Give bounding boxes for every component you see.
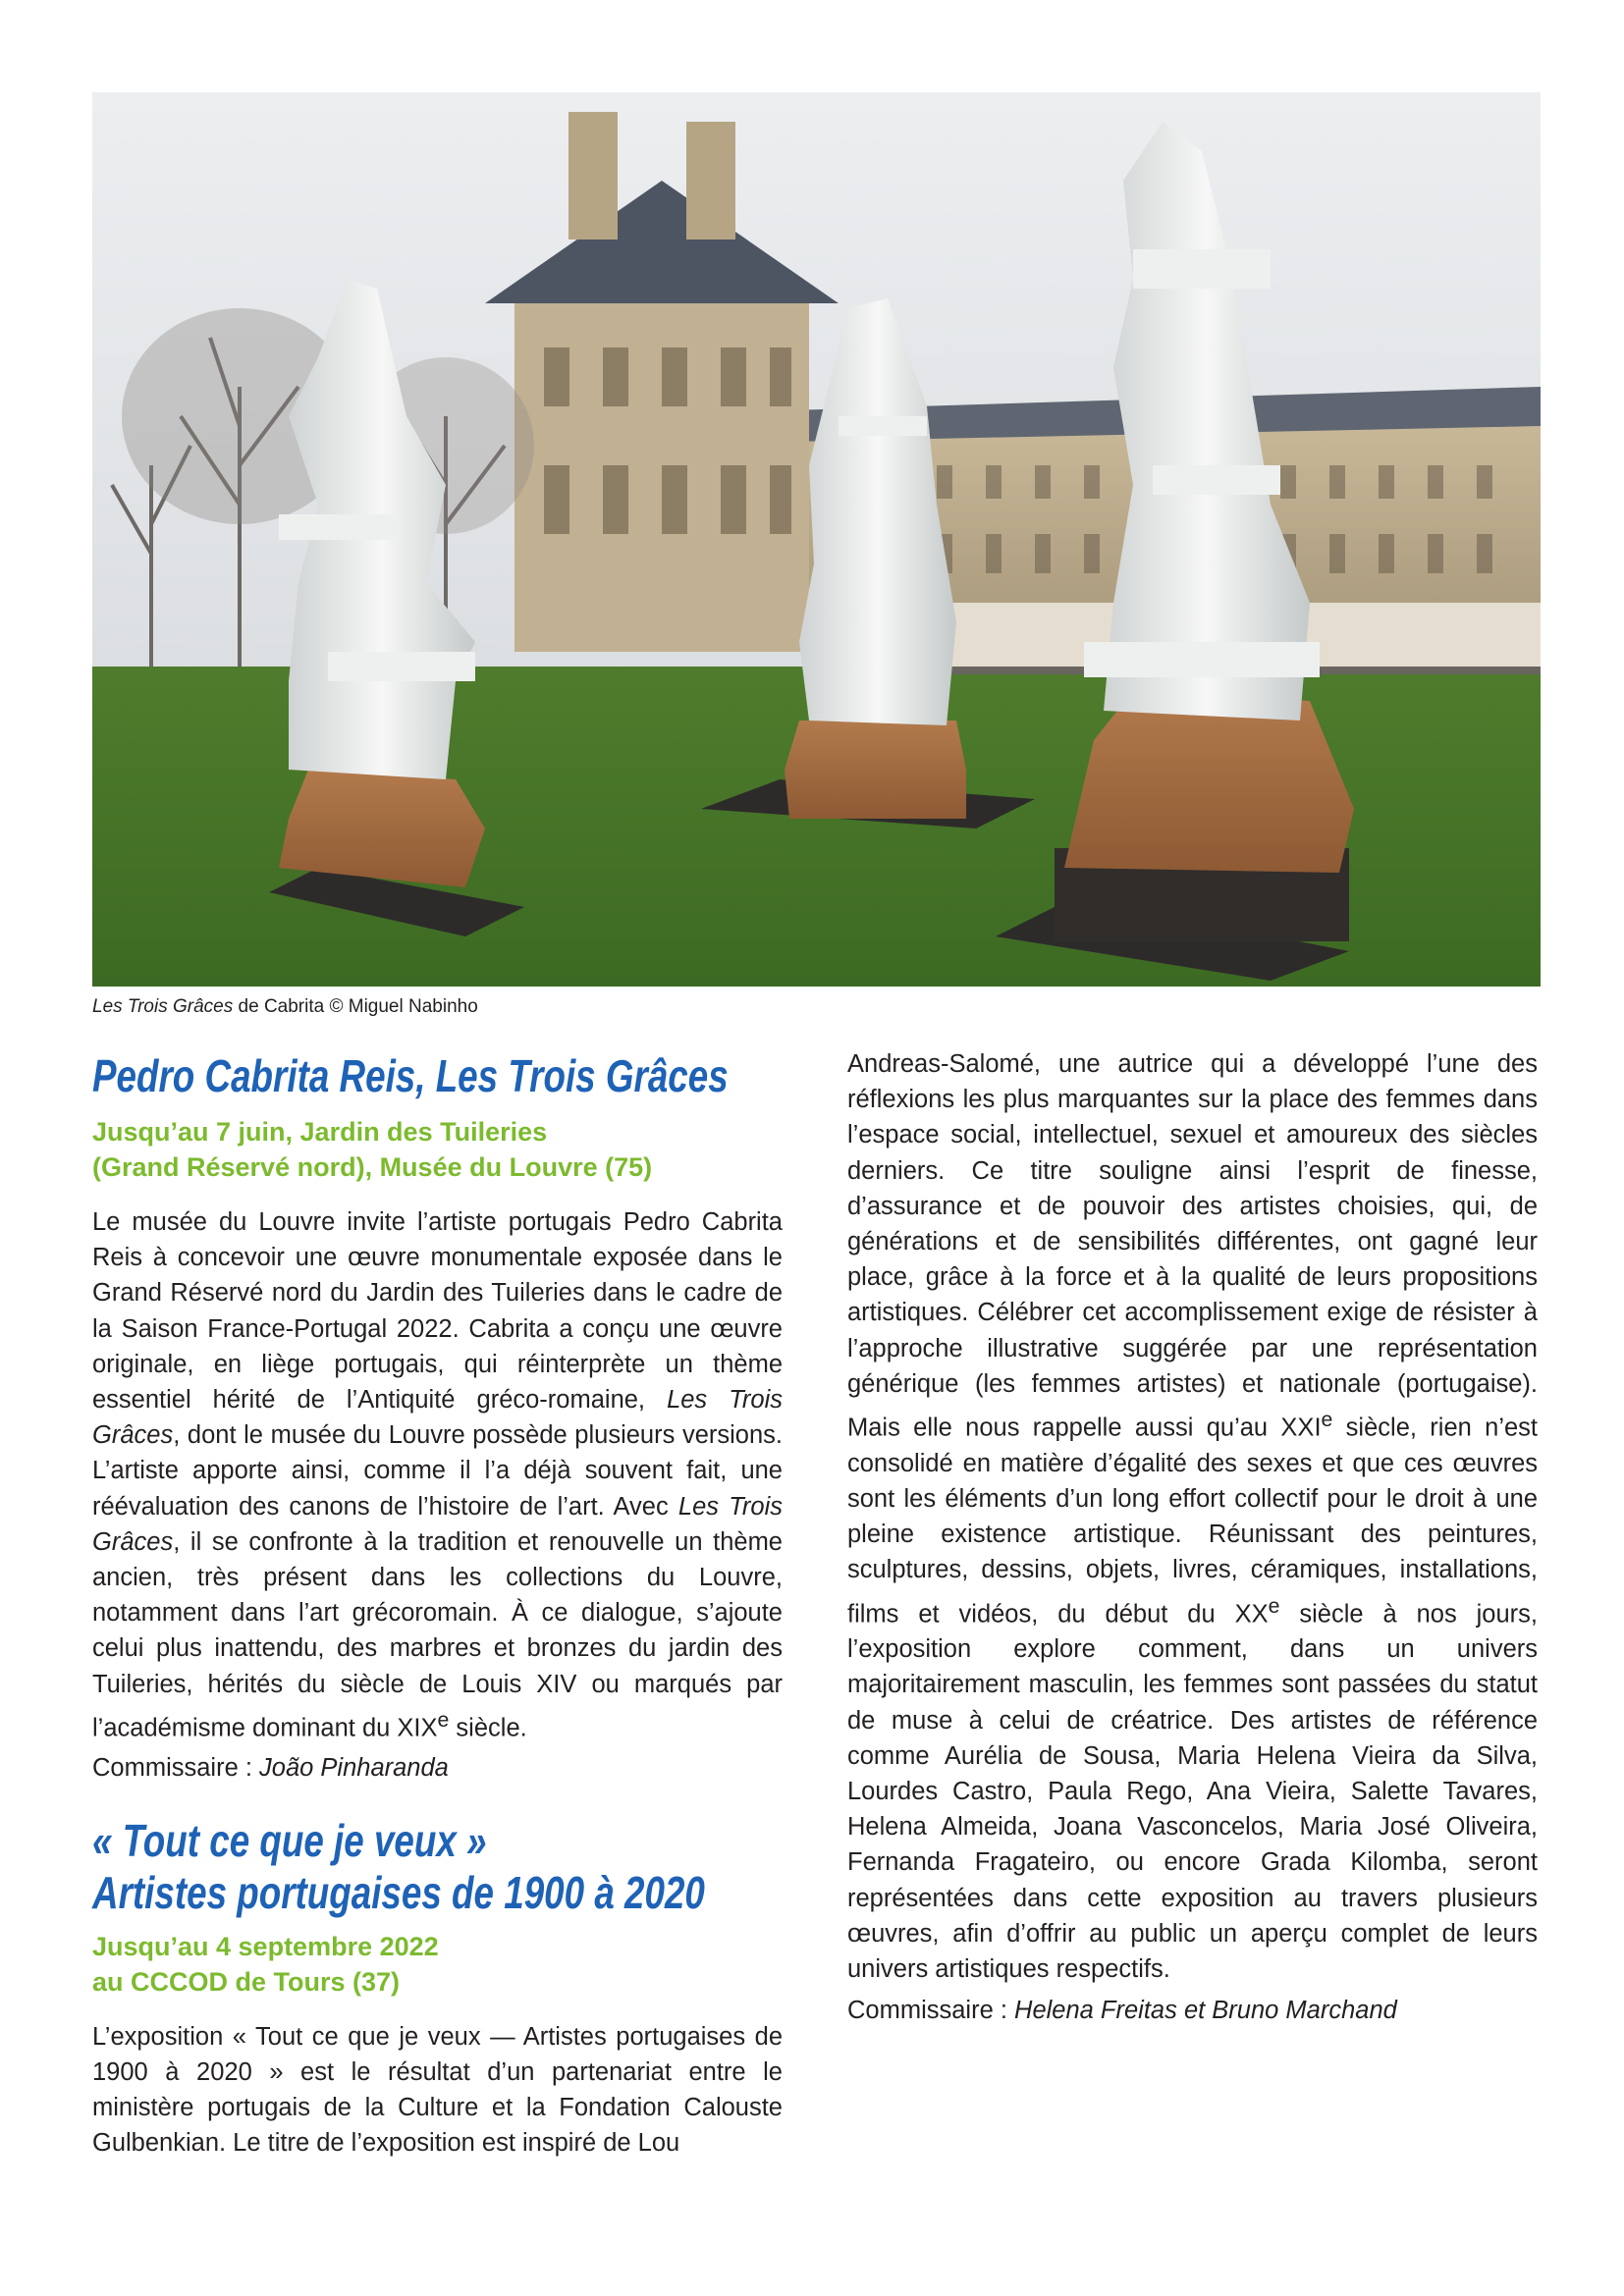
article1-body: Le musée du Louvre invite l’artiste portugais Pedro Cabrita Reis à concevoir une œuvre monumentale exposée dans le Grand Réservé nord du Jardin des Tuileries dans le cadre de la Saison France-Portugal 2022. Cabrita a conçu une œuvre originale, en liège portugais, qui réinterprète un thème essentiel hérité de l’Antiquité gréco-romaine, Les Trois Grâces, dont le musée du Louvre possède plusieurs versions. L’artiste apporte ainsi, comme il l’a déjà souvent fait, une réévaluation des canons de l’histoire de l’art. Avec Les Trois Grâces, il se confronte à la tradition et renouvelle un thème ancien, très présent dans les collections du Louvre, notamment dans l’art grécoromain. À ce dialogue, s’ajoute celui plus inattendu, des marbres et bronzes du jardin des Tuileries, hérités du siècle de Louis XIV ou marqués par l’académisme dominant du XIXe siècle.: [92, 1208, 783, 1742]
left-column: [92, 1050, 783, 2161]
article2-subtitle-1: Jusqu’au 4 septembre 2022: [92, 1931, 439, 1961]
caption-italic: Les Trois Grâces: [92, 996, 234, 1017]
article1-subtitle-2: (Grand Réservé nord), Musée du Louvre (75): [92, 1152, 653, 1182]
photo-caption: [92, 994, 976, 1020]
article2-title-1: « Tout ce que je veux »: [92, 1814, 487, 1866]
article1-title: Pedro Cabrita Reis, Les Trois Grâces: [92, 1050, 729, 1101]
article2-body-start: L’exposition « Tout ce que je veux — Artistes portugaises de 1900 à 2020 » est le résultat d’un partenariat entre le ministère portugais de la Culture et la Fondation Calouste Gulbenkian. Le titre de l’exposition est inspiré de Lou: [92, 2022, 783, 2158]
article2-curator: Commissaire : Helena Freitas et Bruno Marchand: [847, 1997, 1397, 2025]
article2-body-continued: Andreas-Salomé, une autrice qui a développé l’une des réflexions les plus marquantes sur la place des femmes dans l’espace social, intellectuel, sexuel et amoureux des siècles derniers. Ce titre souligne ainsi l’esprit de finesse, d’assurance et de pouvoir des artistes choisies, qui, de générations et de sensibilités différentes, ont gagné leur place, grâce à la force et à la qualité de leurs propositions artistiques. Célébrer cet accomplissement exige de résister à l’approche illustrative suggérée par une représentation générique (les femmes artistes) et nationale (portugaise). Mais elle nous rappelle aussi qu’au XXIe siècle, rien n’est consolidé en matière d’égalité des sexes et que ces œuvres sont les éléments d’un long effort collectif pour le droit à une pleine existence artistique. Réunissant des peintures, sculptures, dessins, objets, livres, céramiques, installations, films et vidéos, du début du XXe siècle à nos jours, l’exposition explore comment, dans un univers majoritairement masculin, les femmes sont passées du statut de muse à celui de créatrice. Des artistes de référence comme Aurélia de Sousa, Maria Helena Vieira da Silva, Lourdes Castro, Paula Rego, Ana Vieira, Salette Tavares, Helena Almeida, Joana Vasconcelos, Maria José Oliveira, Fernanda Fragateiro, ou encore Grada Kilomba, seront représentées dans cette exposition au travers plusieurs œuvres, afin d’offrir au public un aperçu complet de leurs univers artistiques respectifs.: [847, 1050, 1538, 1984]
hero-photo: [92, 92, 1541, 987]
article2-title-2: Artistes portugaises de 1900 à 2020: [92, 1866, 705, 1918]
right-column: [847, 1046, 1538, 2028]
article1-subtitle-1: Jusqu’au 7 juin, Jardin des Tuileries: [92, 1117, 548, 1147]
article2-subtitle-2: au CCCOD de Tours (37): [92, 1966, 401, 1997]
caption-credit: de Cabrita © Miguel Nabinho: [233, 996, 478, 1017]
article1-curator: Commissaire : João Pinharanda: [92, 1753, 449, 1782]
